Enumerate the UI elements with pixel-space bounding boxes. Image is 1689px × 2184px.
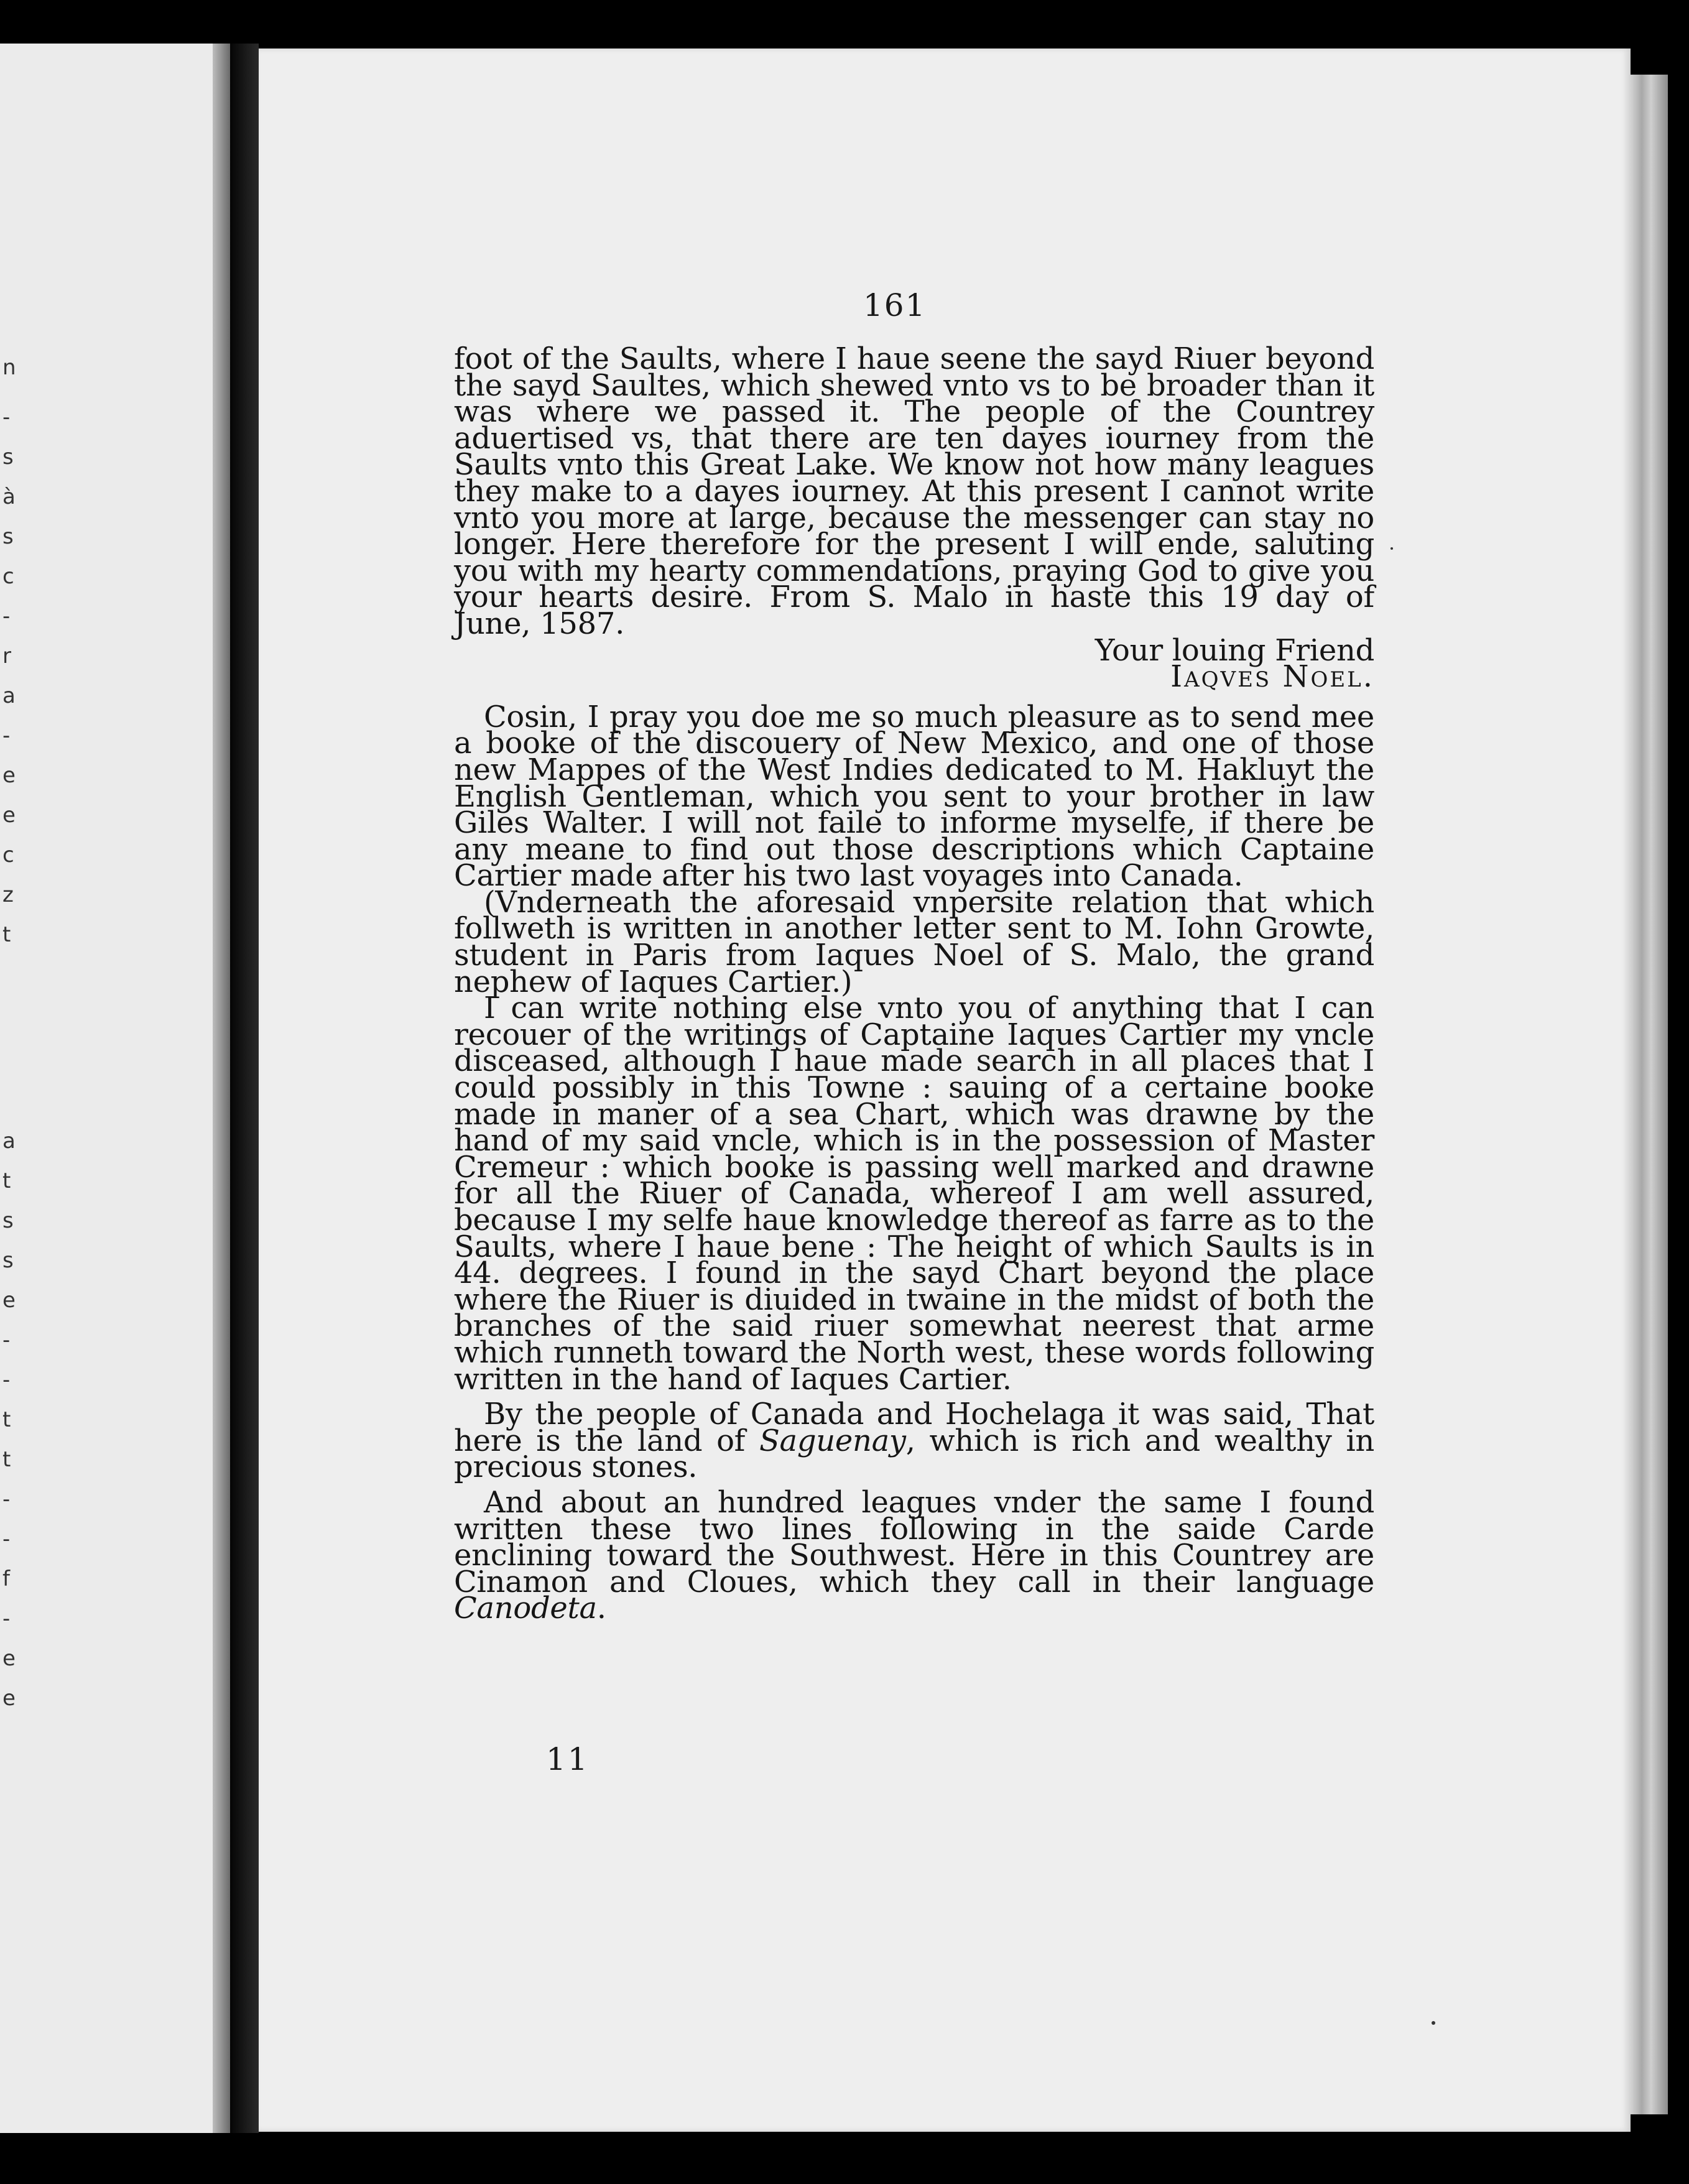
margin-fragment: z — [2, 882, 14, 907]
margin-fragment: - — [2, 1606, 11, 1631]
margin-fragment: - — [2, 1487, 11, 1512]
margin-fragment: à — [2, 484, 16, 509]
paragraph-editorial-note: (Vnderneath the aforesaid vnpersite relation that which follweth is written in another letter sent to M. Iohn Growte, student in Paris from Iaques Noel of S. Malo, the grand nephew of Iaques Cartier.) — [454, 884, 1374, 999]
paragraph-text: By the people of Canada and Hochelaga it was said, That here is the land of — [454, 1397, 1374, 1458]
margin-fragment: e — [2, 1686, 16, 1711]
margin-fragment: - — [2, 405, 11, 430]
paragraph-text: , which is rich and wealthy in precious stones. — [454, 1423, 1374, 1485]
margin-fragment: t — [2, 1168, 11, 1193]
paragraph-postscript: Cosin, I pray you doe me so much pleasure as to send mee a booke of the discouery of New Mexico, and one of those new Mappes of the West Indies dedicated to M. Hakluyt the English Gentleman, which you sent to your brother in law Giles Walter. I will not faile to informe myselfe, if there be any meane to find out those descriptions which Captaine Cartier made after his two last voyages into Canada. — [454, 699, 1374, 894]
paragraph-text: . — [596, 1591, 606, 1626]
left-page-binding — [213, 44, 230, 2133]
margin-fragment: - — [2, 1527, 11, 1552]
paragraph-saguenay — [454, 1397, 1374, 1485]
margin-fragment: s — [2, 1248, 14, 1273]
italic-place-name: Saguenay — [759, 1423, 906, 1458]
signature-mark: 11 — [546, 1741, 590, 1777]
margin-fragment: a — [2, 1129, 16, 1154]
margin-fragment: - — [2, 604, 11, 629]
italic-native-word: Canodeta — [454, 1591, 597, 1626]
left-page — [0, 44, 230, 2133]
margin-fragment: - — [2, 1328, 11, 1353]
page-number: 161 — [863, 287, 927, 323]
margin-fragment: s — [2, 524, 14, 549]
margin-fragment: - — [2, 723, 11, 748]
margin-fragment: e — [2, 1646, 16, 1671]
margin-fragment: r — [2, 644, 11, 669]
book-gutter — [230, 44, 259, 2133]
page-edge-stack — [1631, 75, 1668, 2114]
margin-fragment: t — [2, 922, 11, 947]
scan-speck — [1432, 2021, 1435, 2025]
paragraph-letter-close: foot of the Saults, where I haue seene the sayd Riuer beyond the sayd Saultes, which shewed vnto vs to be broader than it was where we passed it. The people of the Countrey aduertised vs, that there are ten dayes iourney from the Saults vnto this Great Lake. We know not how many leagues they make to a dayes iourney. At this present I cannot write vnto you more at large, because the messenger can stay no longer. Here therefore for the present I will ende, saluting you with my hearty commendations, praying God to give you your hearts desire. From S. Malo in haste this 19 day of June, 1587. — [454, 341, 1374, 641]
margin-fragment: t — [2, 1407, 11, 1432]
margin-fragment: s — [2, 1208, 14, 1233]
margin-fragment: a — [2, 683, 16, 708]
margin-fragment: n — [2, 355, 16, 380]
paragraph-canodeta — [454, 1484, 1374, 1626]
margin-fragment: e — [2, 803, 16, 828]
paragraph-second-letter: I can write nothing else vnto you of anything that I can recouer of the writings of Captaine Iaques Cartier my vncle disceased, although I haue made search in all places that I could possibly in this Towne : sauing of a certaine booke made in maner of a sea Chart, which was drawne by the hand of my said vncle, which is in the possession of Master Cremeur : which booke is passing well marked and drawne for all the Riuer of Canada, whereof I am well assured, because I my selfe haue knowledge thereof as farre as to the Saults, where I haue bene : The height of which Saults is in 44. degrees. I found in the sayd Chart beyond the place where the Riuer is diuided in twaine in the midst of both the branches of the said riuer somewhat neerest that arme which runneth toward the North west, these words following written in the hand of Iaques Cartier. — [454, 991, 1374, 1397]
margin-fragment: f — [2, 1566, 10, 1591]
margin-fragment: c — [2, 843, 14, 868]
paragraph-text: And about an hundred leagues vnder the same I found written these two lines following in the saide Carde enclining toward the Southwest. Here in this Countrey are Cinamon and Cloues, which they call in their language — [454, 1484, 1374, 1599]
margin-fragment: c — [2, 564, 14, 589]
scan-speck — [1391, 547, 1393, 550]
margin-fragment: t — [2, 1447, 11, 1472]
margin-fragment: e — [2, 763, 16, 788]
body-text — [454, 341, 1374, 1626]
margin-fragment: e — [2, 1288, 16, 1313]
signature: Iaqves Noel. — [1170, 659, 1374, 695]
complimentary-close: Your louing Friend — [1094, 632, 1374, 668]
margin-fragment: - — [2, 1367, 11, 1392]
margin-fragment: s — [2, 445, 14, 470]
